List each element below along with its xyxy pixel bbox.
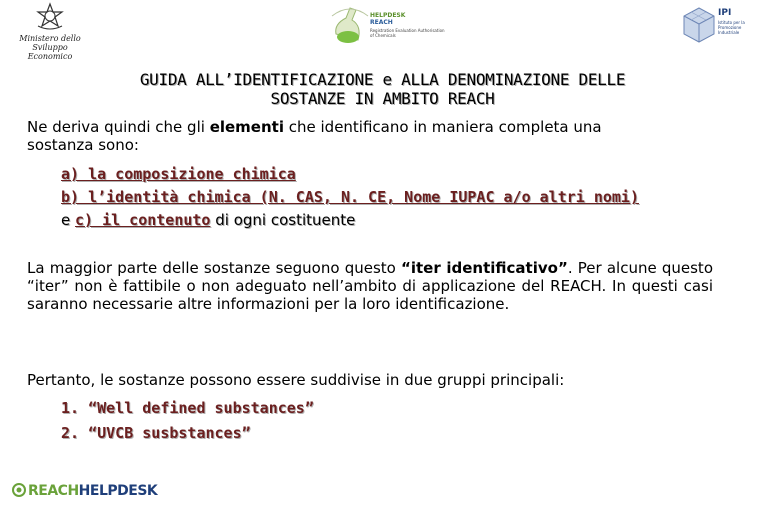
groups-intro: Pertanto, le sostanze possono essere suddivise in due gruppi principali: [27,371,565,389]
ministry-name-line2: Sviluppo Economico [27,43,73,61]
helpdesk-label: HELPDESK [370,12,406,19]
helpdesk-reach-logo [330,4,445,49]
cube-grid-icon [682,6,716,44]
iter-text-2: . Per alcune questo “iter” non è fattibile o non adeguato nell’ambito di applicazione del REACH. In questi casi saranno necessarie altre informazioni per la loro identificazione. [27,259,713,313]
page-title [0,70,765,108]
groups-list [61,396,314,446]
page-title-line1: GUIDA ALL’IDENTIFICAZIONE e ALLA DENOMINAZIONE DELLE [139,70,626,89]
footer-reach: REACH [28,483,79,499]
footer-helpdesk: HELPDESK [78,483,158,499]
list-item-c [61,209,639,232]
intro-paragraph [27,118,602,154]
intro-text-3: sostanza sono: [27,136,139,154]
ipi-subtitle: Istituto per la Promozione Industriale [718,20,745,35]
page-title-line2: SOSTANZE IN AMBITO REACH [270,89,495,108]
list-item-a [61,163,639,186]
ministry-name-line1: Ministero dello [19,34,81,43]
list-item-c-text: c) il contenuto [75,211,211,229]
group-item-2: 2. “UVCB susbstances” [61,424,251,442]
list-item-b [61,186,639,209]
iter-paragraph [27,259,713,313]
reach-label: REACH [370,19,393,26]
intro-text-2: che identificano in maniera completa una [283,118,602,136]
iter-bold: “iter identificativo” [401,259,568,277]
italian-emblem-icon [35,2,65,30]
iter-text-1: La maggior parte delle sostanze seguono questo [27,259,401,277]
list-item-c-prefix: e [61,211,75,229]
group-item-1: 1. “Well defined substances” [61,399,314,417]
header [0,0,765,61]
footer-logo [12,483,157,499]
elements-list [61,163,639,232]
flask-icon [330,4,370,46]
intro-bold: elementi [209,118,284,136]
ministry-logo [10,2,90,61]
intro-text-1: Ne deriva quindi che gli [27,118,210,136]
list-item-a-text: a) la composizione chimica [61,165,296,183]
list-item-c-suffix: di ogni costituente [210,211,356,229]
leaf-icon [12,483,28,497]
ipi-label: IPI [718,8,732,18]
ipi-logo [682,4,757,49]
reach-subtitle: Registration Evaluation Authorisation of Chemicals [370,28,445,38]
list-item-b-text: b) l’identità chimica (N. CAS, N. CE, Nome IUPAC a/o altri nomi) [61,188,639,206]
